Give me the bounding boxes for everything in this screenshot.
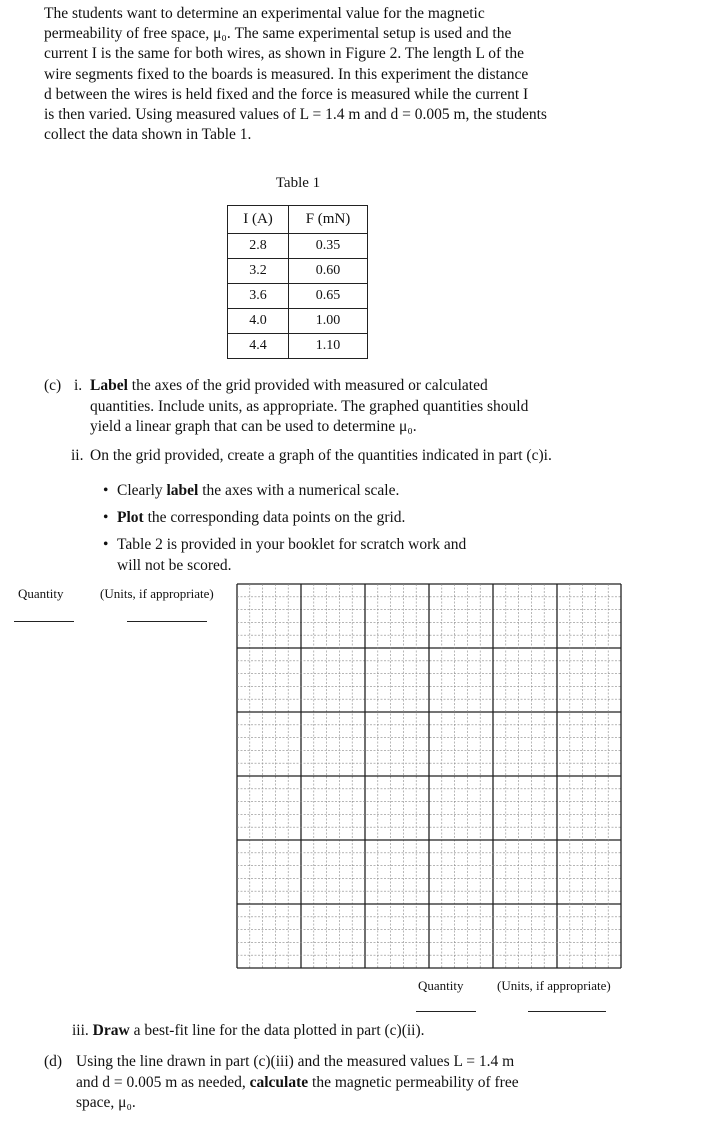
intro-line: is then varied. Using measured values of L = 1.4 m and d = 0.005 m, the students [44,106,547,124]
bullet-item [103,508,406,529]
part-c-iii [72,1021,612,1042]
table-header-row [228,206,368,234]
draw-keyword: Draw [92,1022,130,1039]
x-axis-units-label: (Units, if appropriate) [497,978,611,993]
bullet-text: the corresponding data points on the grid. [143,509,406,526]
intro-line: current I is the same for both wires, as shown in Figure 2. The length L of the [44,45,524,63]
part-c-ii-text: On the grid provided, create a graph of the quantities indicated in part (c)i. [90,447,552,464]
part-c-i-line2: quantities. Include units, as appropriate. The graphed quantities should [90,397,529,415]
bullet-text: Table 2 is provided in your booklet for scratch work and [117,536,467,553]
table-row [228,284,368,309]
intro-line: collect the data shown in Table 1. [44,126,252,144]
part-d-label: (d) [44,1053,63,1070]
part-c-ii-number: ii. [71,447,84,464]
force-cell: 1.00 [289,309,368,334]
table-row [228,309,368,334]
part-c-i-line3: yield a linear graph that can be used to determine μ₀. [90,418,417,435]
part-c-i-text [90,376,600,438]
part-d-line2-rest: the magnetic permeability of free [308,1073,519,1091]
bullet-item [103,481,400,502]
part-d-line3: space, μ₀. [76,1094,136,1111]
table-row [228,334,368,359]
part-d-line2: and d = 0.005 m as needed, [76,1073,250,1091]
part-c-iii-number: iii. [72,1022,89,1039]
data-table [227,205,368,359]
column-header-force: F (mN) [289,206,368,234]
part-d-line1: Using the line drawn in part (c)(iii) and the measured values L = 1.4 m [76,1053,515,1070]
x-quantity-answer-line[interactable] [416,1011,476,1012]
bullet-keyword: label [166,482,199,499]
bullet-icon: • [103,482,109,499]
force-cell: 0.65 [289,284,368,309]
table-row [228,259,368,284]
current-cell: 2.8 [228,234,289,259]
graph-grid[interactable] [236,583,622,969]
part-c-label: (c) [44,377,62,394]
table-row [228,234,368,259]
intro-paragraph [44,4,604,145]
calculate-keyword: calculate [249,1073,309,1091]
bullet-keyword: Plot [117,509,144,526]
intro-line: The students want to determine an experimental value for the magnetic [44,5,485,22]
part-c-i-number: i. [74,377,83,394]
intro-line: d between the wires is held fixed and the force is measured while the current I [44,85,529,103]
column-header-current: I (A) [228,206,289,234]
bullet-text: Clearly [117,482,167,499]
y-axis-units-label: (Units, if appropriate) [100,586,214,601]
bullet-icon: • [103,536,109,553]
y-quantity-answer-line[interactable] [14,621,74,622]
part-c-i-line1: the axes of the grid provided with measured or calculated [127,377,488,394]
current-cell: 4.0 [228,309,289,334]
x-axis-quantity-label: Quantity [418,978,464,993]
y-axis-quantity-label: Quantity [18,586,64,601]
bullet-text: the axes with a numerical scale. [198,482,400,499]
current-cell: 4.4 [228,334,289,359]
table-title: Table 1 [275,175,321,191]
force-cell: 1.10 [289,334,368,359]
intro-line: wire segments fixed to the boards is measured. In this experiment the distance [44,65,529,83]
bullet-icon: • [103,509,109,526]
part-c-iii-text: a best-fit line for the data plotted in part (c)(ii). [129,1022,425,1039]
current-cell: 3.6 [228,284,289,309]
part-d-text [76,1052,616,1114]
y-units-answer-line[interactable] [127,621,207,622]
current-cell: 3.2 [228,259,289,284]
label-keyword: Label [90,377,128,394]
force-cell: 0.60 [289,259,368,284]
x-units-answer-line[interactable] [528,1011,606,1012]
bullet-item [103,535,467,576]
intro-line: permeability of free space, μ₀. The same experimental setup is used and the [44,25,512,43]
bullet-text: will not be scored. [117,556,232,574]
force-cell: 0.35 [289,234,368,259]
